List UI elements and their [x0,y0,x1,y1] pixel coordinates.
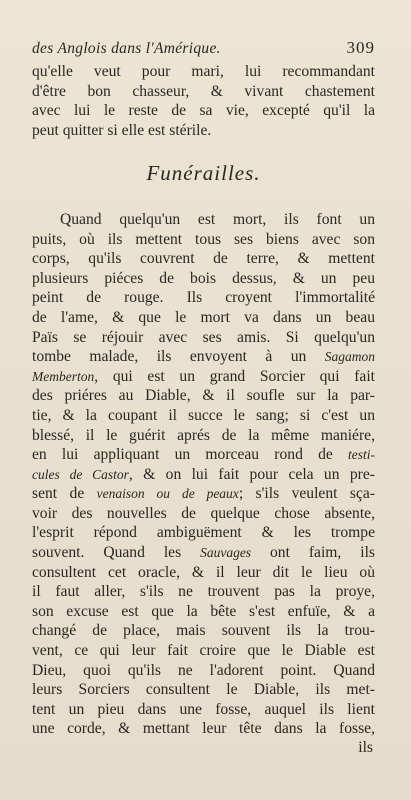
text-line [32,563,375,583]
text-line [32,249,375,269]
text-segment: blessé, il le guérit aprés de la même maniére, [32,426,375,444]
text-segment: Dieu, quoi qu'ils ne l'adorent point. Quand [32,661,375,679]
text-segment: son excuse est que la bête s'est enfuïe, & a [32,602,375,620]
text-segment: Païs se réjouir avec ses amis. Si quelqu'un [32,328,375,346]
text-line [32,367,375,387]
text-line [32,308,375,328]
text-segment: l'esprit répond ambiguëment & les trompe [32,524,375,542]
text-line [32,386,375,406]
running-header [32,38,375,62]
text-line [32,582,375,602]
text-segment: ont faim, ils [251,544,375,562]
text-line: qu'elle veut pour mari, lui recommandant [32,63,375,80]
text-line [32,426,375,446]
text-segment: ; s'ils veulent sça- [238,485,375,503]
text-line [32,661,375,681]
text-line [32,602,375,622]
text-line: d'être bon chasseur, & vivant chastement [32,82,375,100]
text-body [32,62,375,739]
text-segment: Quand quelqu'un est mort, ils font un [60,210,375,228]
text-line [32,347,375,367]
running-title: des Anglois dans l'Amérique. [32,40,221,57]
text-line [32,465,375,485]
italic-term: venaison ou de peaux [96,486,239,502]
text-segment: il faut aller, s'ils ne trouvent pas la proye, [32,583,375,601]
text-line [32,269,375,289]
text-segment: tombe malade, ils envoyent à un [32,348,325,366]
paragraph-funerailles [32,210,375,739]
text-line [32,288,375,308]
catchword: ils [358,739,373,756]
text-line [32,504,375,524]
text-line: peut quitter si elle est stérile. [32,121,212,139]
text-line [32,406,375,426]
text-segment: , qui est un grand Sorcier qui fait [94,367,375,385]
text-line [32,543,375,563]
text-segment: tie, & la coupant il succe le sang; si c'est un [32,406,375,424]
text-segment: sent de [32,485,97,503]
page-number: 309 [346,38,375,57]
text-segment: , & on lui fait pour cela un pre- [128,465,375,483]
text-segment: plusieurs piéces de bois dessus, & un peu [32,269,375,287]
italic-term: cules de Castor [32,466,129,482]
text-line [32,328,375,348]
text-line [32,719,375,739]
text-segment: changé de place, mais souvent ils la trou- [32,622,375,640]
text-line [32,700,375,720]
text-segment: puits, où ils mettent tous ses biens avec son [32,230,375,248]
text-line [32,621,375,641]
italic-term: Memberton [32,368,95,384]
text-segment: en lui appliquant un morceau rond de [32,446,348,464]
text-line: avec lui le reste de sa vie, excepté qu'il la [32,102,375,120]
text-line [32,523,375,543]
text-segment: de l'ame, & que le mort va dans un beau [32,308,375,326]
text-segment: souvent. Quand les [32,544,201,562]
text-segment: tent un pieu dans une fosse, auquel ils lient [32,700,375,718]
italic-term: Sagamon [324,349,375,365]
text-segment: consultent cet oracle, & il leur dit le lieu où [32,563,375,581]
text-line [32,230,375,250]
text-line [32,210,375,230]
text-segment: peint de rouge. Ils croyent l'immortalité [32,289,375,307]
text-line [32,680,375,700]
text-segment: vent, ce qui leur fait croire que le Diable est [32,642,375,660]
italic-term: Sauvages [200,545,252,561]
text-segment: une corde, & mettant leur tête dans la fosse, [32,720,375,738]
text-segment: voir des nouvelles de quelque chose absente, [32,504,375,522]
text-segment: des priéres au Diable, & il soufle sur la par- [32,387,375,405]
section-heading: Funérailles. [146,161,261,186]
italic-term: testi- [348,447,375,463]
text-line [32,484,375,504]
text-segment: leurs Sorciers consultent le Diable, ils met- [32,681,375,699]
text-line [32,641,375,661]
text-segment: corps, qu'ils couvrent de terre, & mettent [32,250,375,268]
text-line [32,445,375,465]
paragraph-continued [32,62,375,140]
